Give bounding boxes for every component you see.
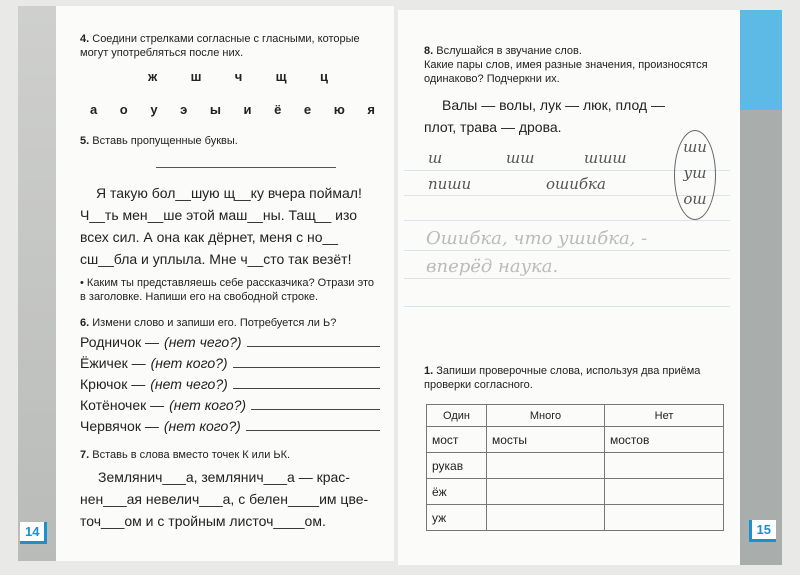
table-cell: мосты [487, 427, 605, 453]
task-number: 8. [424, 45, 434, 57]
letter[interactable]: ж [148, 69, 158, 84]
table-cell: мост [427, 427, 487, 453]
letter[interactable]: ц [319, 69, 328, 84]
table-cell: рукав [427, 453, 487, 479]
table-row [427, 427, 724, 453]
answer-line[interactable] [247, 333, 380, 347]
column-header: Нет [605, 405, 724, 427]
page-edge-strip-blue [740, 10, 782, 110]
letter[interactable]: ш [190, 69, 202, 84]
table-row [427, 453, 724, 479]
word: Ёжичек — [80, 355, 146, 371]
hint: (нет чего?) [164, 334, 242, 350]
page-number: 14 [20, 522, 47, 544]
task-number: 5. [80, 135, 90, 147]
answer-line[interactable] [233, 354, 380, 368]
table-cell-blank[interactable] [605, 453, 724, 479]
letter[interactable]: ё [274, 102, 282, 117]
check-words-table [426, 404, 724, 531]
word: Червячок — [80, 418, 159, 434]
consonant-row [148, 70, 328, 84]
task-text: Вставь пропущенные буквы. [92, 135, 238, 147]
task7-instruction [80, 448, 290, 462]
table-cell: уж [427, 505, 487, 531]
task-text: Вставь в слова вместо точек К или ЬК. [92, 449, 291, 461]
list-item [80, 416, 380, 437]
task-number: 4. [80, 33, 90, 45]
handwriting-sample: ош [683, 190, 707, 208]
table-row [427, 479, 724, 505]
hint: (нет чего?) [150, 376, 228, 392]
word: Котёночек — [80, 397, 165, 413]
table-cell-blank[interactable] [605, 505, 724, 531]
task5-question: • Каким ты представляешь себе рассказчика? Отрази это в заголовке. Напиши его на свободной строке. [80, 277, 374, 303]
table-cell-blank[interactable] [605, 479, 724, 505]
text-line: Я такую бол__шую щ__ку вчера поймал! [96, 185, 362, 201]
table-cell: мостов [605, 427, 724, 453]
letter[interactable]: и [243, 102, 252, 117]
task8-instruction [424, 44, 724, 86]
task-text: Вслушайся в звучание слов. [436, 45, 582, 57]
task-number: 1. [424, 365, 434, 377]
list-item [80, 332, 380, 353]
handwriting-sample: уш [683, 164, 707, 182]
vowel-row [90, 103, 375, 117]
hint: (нет кого?) [150, 355, 228, 371]
page-edge-strip [18, 6, 56, 561]
handwriting-sample: ши [683, 138, 707, 156]
table-header [427, 405, 724, 427]
task-number: 6. [80, 317, 90, 329]
task5-instruction [80, 134, 238, 148]
word: Крючок — [80, 376, 146, 392]
task1-instruction [424, 364, 724, 392]
text-line: точ___ом и с тройным листоч____ом. [80, 513, 326, 529]
column-header: Много [487, 405, 605, 427]
text-line: всех сил. А она как дёрнет, меня с но__ [80, 229, 339, 245]
list-item [80, 374, 380, 395]
task-number: 7. [80, 449, 90, 461]
task7-text [80, 466, 390, 532]
handwriting-sample: ошибка [546, 175, 606, 193]
task6-instruction [80, 316, 336, 330]
circle-highlight [674, 130, 716, 220]
table-row [427, 505, 724, 531]
handwriting-sample: шшш [584, 149, 627, 167]
letter[interactable]: ю [333, 102, 345, 117]
word: Родничок — [80, 334, 160, 350]
letter[interactable]: ы [209, 102, 221, 117]
letter[interactable]: а [90, 102, 98, 117]
answer-line[interactable] [233, 375, 380, 389]
hint: (нет кого?) [169, 397, 247, 413]
text-line: сш__бла и уплыла. Мне ч__сто так везёт! [80, 251, 352, 267]
text-line: Ч__ть мен__ше этой маш__ны. Тащ__ изо [80, 207, 358, 223]
table-cell-blank[interactable] [487, 453, 605, 479]
task4-instruction [80, 32, 380, 60]
handwriting-sample: шш [506, 149, 535, 167]
letter[interactable]: ч [234, 69, 243, 84]
task-text: Запиши проверочные слова, используя два приёма проверки согласного. [424, 365, 701, 391]
letter[interactable]: щ [275, 69, 287, 84]
text-line: плот, трава — дрова. [424, 119, 562, 135]
text-line: Валы — волы, лук — люк, плод — [442, 97, 665, 113]
task8-words [424, 94, 724, 138]
task-text: Измени слово и запиши его. Потребуется ли Ь? [92, 317, 337, 329]
letter[interactable]: э [180, 102, 188, 117]
letter[interactable]: я [367, 102, 375, 117]
task5-text [80, 182, 390, 270]
handwriting-sample: ш [428, 149, 443, 167]
column-header: Один [427, 405, 487, 427]
page-edge-strip-gray [740, 110, 782, 565]
task6-list [80, 332, 380, 437]
letter[interactable]: е [303, 102, 312, 117]
page-number: 15 [749, 520, 776, 542]
letter[interactable]: у [150, 102, 158, 117]
list-item [80, 395, 380, 416]
table-cell-blank[interactable] [487, 479, 605, 505]
answer-line[interactable] [251, 396, 380, 410]
letter[interactable]: о [119, 102, 128, 117]
hint: (нет кого?) [163, 418, 241, 434]
list-item [80, 353, 380, 374]
table-cell-blank[interactable] [487, 505, 605, 531]
right-page [398, 10, 782, 565]
trace-text: вперёд наука. [426, 256, 559, 277]
text-line: нен___ая невелич___а, с белен____им цве- [80, 491, 369, 507]
task-text: Какие пары слов, имея разные значения, произносятся одинаково? Подчеркни их. [424, 59, 708, 85]
table-cell: ёж [427, 479, 487, 505]
answer-line[interactable] [246, 417, 380, 431]
handwriting-sample: пиши [428, 175, 472, 193]
task-text: Соедини стрелками согласные с гласными, которые могут употребляться после них. [80, 33, 360, 59]
title-write-line[interactable] [156, 167, 336, 168]
trace-text: Ошибка, что ушибка, - [426, 228, 648, 249]
text-line: Землянич___а, землянич___а — крас- [98, 469, 350, 485]
left-page [18, 6, 394, 561]
